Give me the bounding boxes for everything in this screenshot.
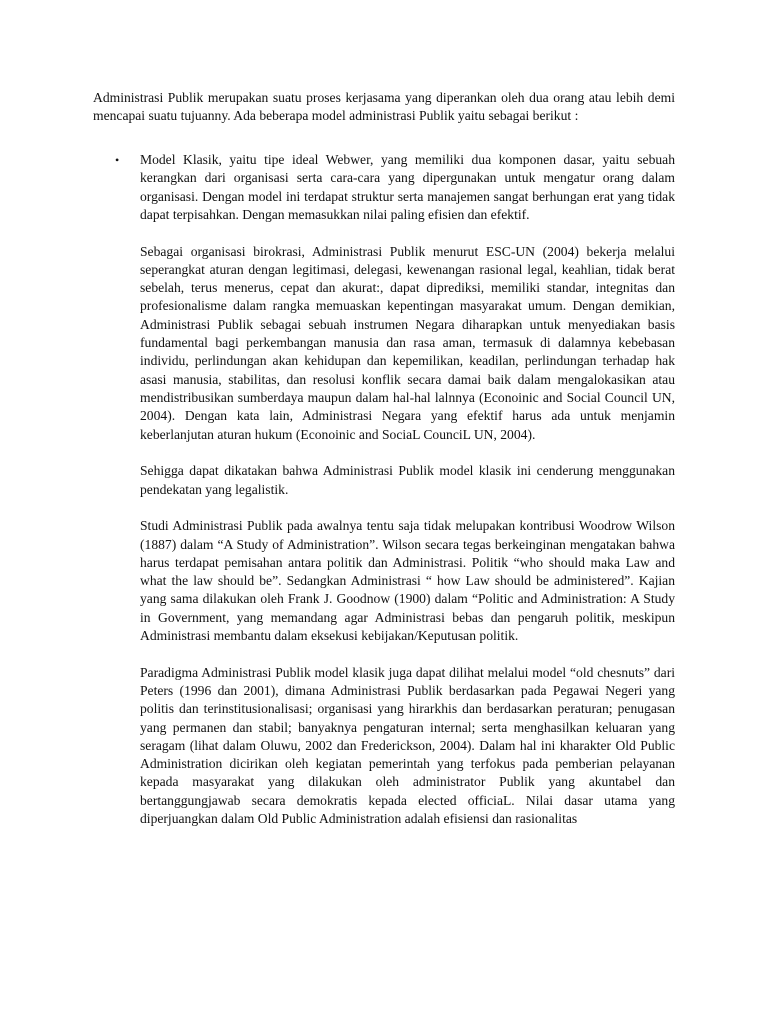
paragraph-birokrasi: Sebagai organisasi birokrasi, Administrasi Publik menurut ESC-UN (2004) bekerja melalui seperangkat aturan dengan legitimasi, delegasi, kewenangan rasional legal, keahlian, tidak berat sebelah, terus menerus, cepat dan akurat:, dapat diprediksi, memiliki standar, integnitas dan profesionalisme dalam rangka memuaskan kepentingan masyarakat umum. Dengan demikian, Administrasi Publik sebagai sebuah instrumen Negara diharapkan untuk menyediakan basis fundamental bagi perkembangan manusia dan rasa aman, termasuk di dalamnya kebebasan individu, perlindungan akan kehidupan dan kepemilikan, keadilan, perlindungan terhadap hak asasi manusia, stabilitas, dan resolusi konflik secara damai baik dalam mengalokasikan atau mendistribusikan sumberdaya maupun dalam hal-hal lalnnya (Econoinic and Social Council UN, 2004). Dengan kata lain, Administrasi Negara yang efektif harus ada untuk menjamin keberlanjutan aturan hukum (Econoinic and SociaL CounciL UN, 2004).: [140, 243, 675, 442]
paragraph-wilson: Studi Administrasi Publik pada awalnya tentu saja tidak melupakan kontribusi Woodrow Wilson (1887) dalam “A Study of Administration”. Wilson secara tegas berkeinginan mengatakan bahwa harus terdapat pemisahan antara politik dan Administrasi. Politik “who should maka Law and what the law should be”. Sedangkan Administrasi “ how Law should be administered”. Kajian yang sama dilakukan oleh Frank J. Goodnow (1900) dalam “Politic and Administration: A Study in Government, yang memandang agar Administrasi bebas dan pengaruh politik, meskipun Administrasi membantu dalam eksekusi kebijakan/Keputusan politik.: [140, 518, 675, 643]
paragraph-legalistik: Sehigga dapat dikatakan bahwa Administrasi Publik model klasik ini cenderung menggunakan pendekatan yang legalistik.: [140, 463, 675, 497]
list-item-model-klasik: [93, 151, 675, 828]
paragraph-model-klasik: Model Klasik, yaitu tipe ideal Webwer, yang memiliki dua komponen dasar, yaitu sebuah kerangkan dari organisasi serta cara-cara yang dipergunakan untuk mengatur orang dalam organisasi. Dengan model ini terdapat struktur serta manajemen sangat berhungan erat yang tidak dapat terpisahkan. Dengan memasukkan nilai paling efisien dan efektif.: [140, 152, 675, 222]
bullet-icon: •: [115, 153, 120, 167]
intro-paragraph: Administrasi Publik merupakan suatu proses kerjasama yang diperankan oleh dua orang atau lebih demi mencapai suatu tujuanny. Ada beberapa model administrasi Publik yaitu sebagai berikut :: [93, 90, 675, 124]
model-list: [93, 151, 675, 847]
paragraph-paradigma: Paradigma Administrasi Publik model klasik juga dapat dilihat melalui model “old chesnuts” dari Peters (1996 dan 2001), dimana Administrasi Publik berdasarkan pada Pegawai Negeri yang politis dan terinstitusionalisasi; organisasi yang hirarkhis dan berdasarkan peraturan; penugasan yang permanen dan stabil; banyaknya pengaturan internal; serta menghasilkan keluaran yang seragam (lihat dalam Oluwu, 2002 dan Frederickson, 2004). Dalam hal ini kharakter Old Public Administration dicirikan oleh kegiatan pemerintah yang terfokus pada pemberian pelayanan kepada masyarakat yang dilakukan oleh administrator Publik yang akuntabel dan bertanggungjawab secara demokratis kepada elected officiaL. Nilai dasar utama yang diperjuangkan dalam Old Public Administration adalah efisiensi dan rasionalitas: [140, 664, 675, 827]
